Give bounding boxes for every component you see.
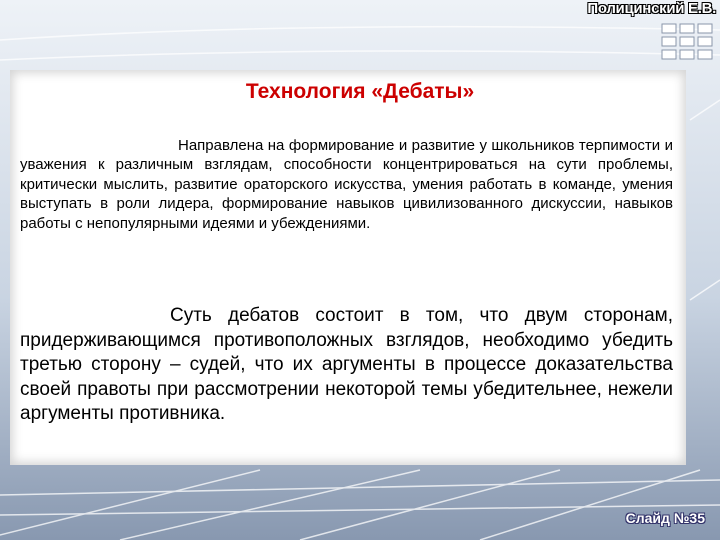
paragraph-2-text: Суть дебатов состоит в том, что двум сторонам, придерживающимся противоположных взглядов, необходимо убедить третью сторону – судей, что их аргументы в процессе доказательства своей правоты при рассмотрении некоторой темы убедительнее, нежели аргументы противника. <box>20 305 673 425</box>
paragraph-1-text: Направлена на формирование и развитие у школьников терпимости и уважения к различным взглядам, способности концентрироваться на сути проблемы, критически мыслить, развитие ораторского искусства, умения работать в команде, умения выступать в роли лидера, формирование навыков цивилизованного дискуссии, навыков работы с непопулярными идеями и убеждениями. <box>20 137 673 232</box>
author-name: Полицинский Е.В. <box>587 0 716 17</box>
slide-number: Слайд №35 <box>625 510 705 526</box>
paragraph-block-1 <box>20 136 673 233</box>
paragraph-block-2 <box>20 304 673 427</box>
grid-logo-icon <box>660 22 720 66</box>
slide-title: Технология «Дебаты» <box>245 80 475 103</box>
